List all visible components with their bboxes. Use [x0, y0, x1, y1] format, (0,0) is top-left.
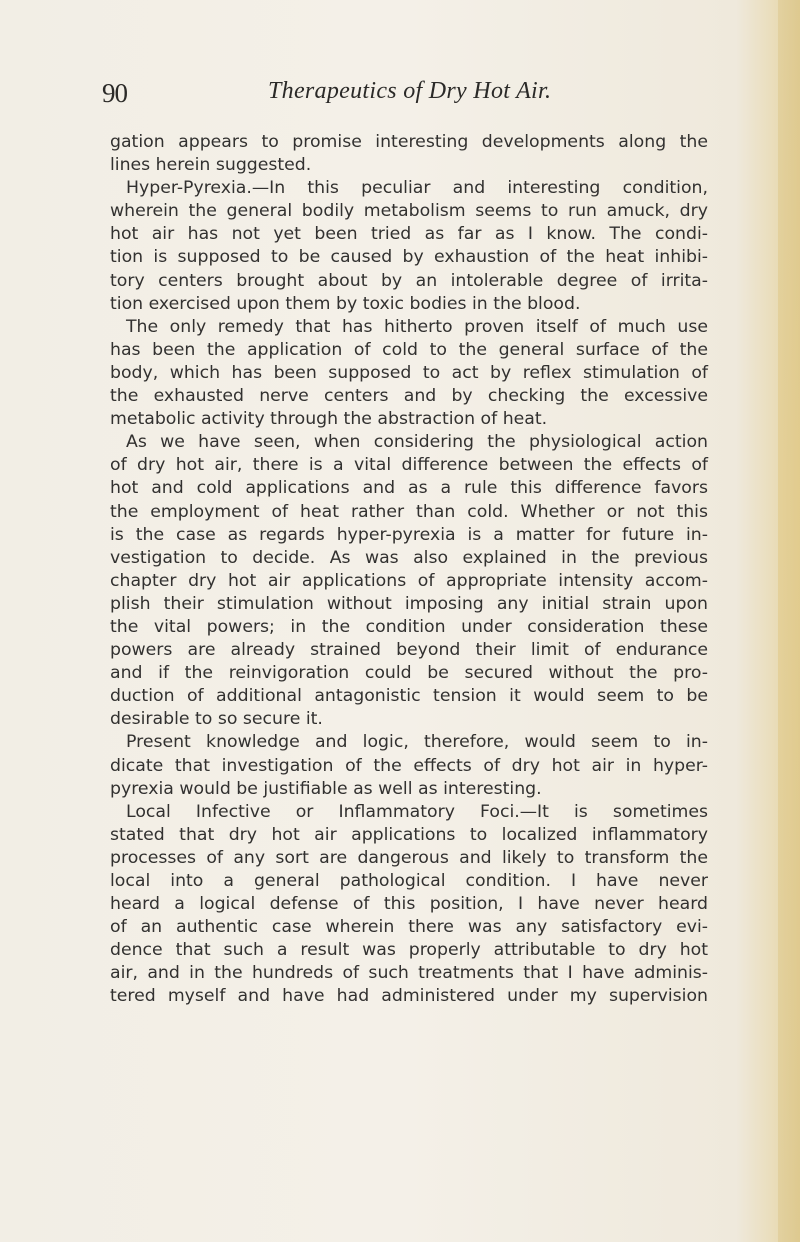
text-line: processes of any sort are dangerous and likely to transform the: [110, 847, 708, 868]
text-line: tory centers brought about by an intolerable degree of irrita-: [110, 270, 708, 291]
text-line: the vital powers; in the condition under consideration these: [110, 616, 708, 637]
text-line: tion exercised upon them by toxic bodies in the blood.: [110, 293, 581, 314]
text-line: Hyper-Pyrexia.—In this peculiar and interesting condition,: [126, 178, 708, 199]
text-line: air, and in the hundreds of such treatments that I have adminis-: [110, 963, 708, 984]
page-header: [102, 78, 722, 118]
text-line: stated that dry hot air applications to localized inflammatory: [110, 824, 708, 845]
text-line: of an authentic case wherein there was any satisfactory evi-: [110, 917, 708, 938]
text-line: vestigation to decide. As was also explained in the previous: [110, 547, 708, 568]
text-line: duction of additional antagonistic tension it would seem to be: [110, 686, 708, 707]
text-line: and if the reinvigoration could be secured without the pro-: [110, 663, 708, 684]
text-line: pyrexia would be justifiable as well as interesting.: [110, 778, 542, 799]
body-text: [110, 131, 708, 1009]
text-line: Present knowledge and logic, therefore, would seem to in-: [126, 732, 708, 753]
text-line: tered myself and have had administered under my supervision: [110, 986, 708, 1007]
text-line: lines herein suggested.: [110, 155, 312, 176]
text-line: local into a general pathological condition. I have never: [110, 871, 708, 891]
text-line: desirable to so secure it.: [110, 709, 323, 730]
text-line: the exhausted nerve centers and by checking the excessive: [110, 386, 708, 407]
text-line: dicate that investigation of the effects of dry hot air in hyper-: [110, 755, 708, 776]
text-line: gation appears to promise interesting developments along the: [110, 132, 708, 152]
text-line: Local Infective or Inflammatory Foci.—It is sometimes: [126, 801, 708, 822]
text-line: of dry hot air, there is a vital difference between the effects of: [110, 455, 708, 476]
text-line: plish their stimulation without imposing any initial strain upon: [110, 593, 708, 614]
text-line: The only remedy that has hitherto proven itself of much use: [126, 316, 708, 337]
text-line: chapter dry hot air applications of appropriate intensity accom-: [110, 570, 708, 591]
text-line: metabolic activity through the abstraction of heat.: [110, 409, 548, 430]
text-line: hot air has not yet been tried as far as I know. The condi-: [110, 224, 708, 245]
text-line: is the case as regards hyper-pyrexia is a matter for future in-: [110, 524, 708, 545]
text-line: heard a logical defense of this position, I have never heard: [110, 894, 708, 915]
text-line: body, which has been supposed to act by reflex stimulation of: [110, 362, 708, 383]
text-line: dence that such a result was properly attributable to dry hot: [110, 940, 708, 961]
text-line: powers are already strained beyond their limit of endurance: [110, 640, 708, 661]
text-line: tion is supposed to be caused by exhaustion of the heat inhibi-: [110, 247, 708, 268]
page-number: 90: [102, 78, 127, 108]
page-edge-stain: [778, 0, 800, 1242]
text-line: has been the application of cold to the general surface of the: [110, 339, 708, 360]
text-line: the employment of heat rather than cold. Whether or not this: [110, 501, 708, 522]
running-head: Therapeutics of Dry Hot Air.: [268, 78, 552, 104]
text-line: hot and cold applications and as a rule this difference favors: [110, 478, 708, 499]
text-line: As we have seen, when considering the physiological action: [126, 432, 708, 453]
text-line: wherein the general bodily metabolism seems to run amuck, dry: [110, 201, 708, 222]
